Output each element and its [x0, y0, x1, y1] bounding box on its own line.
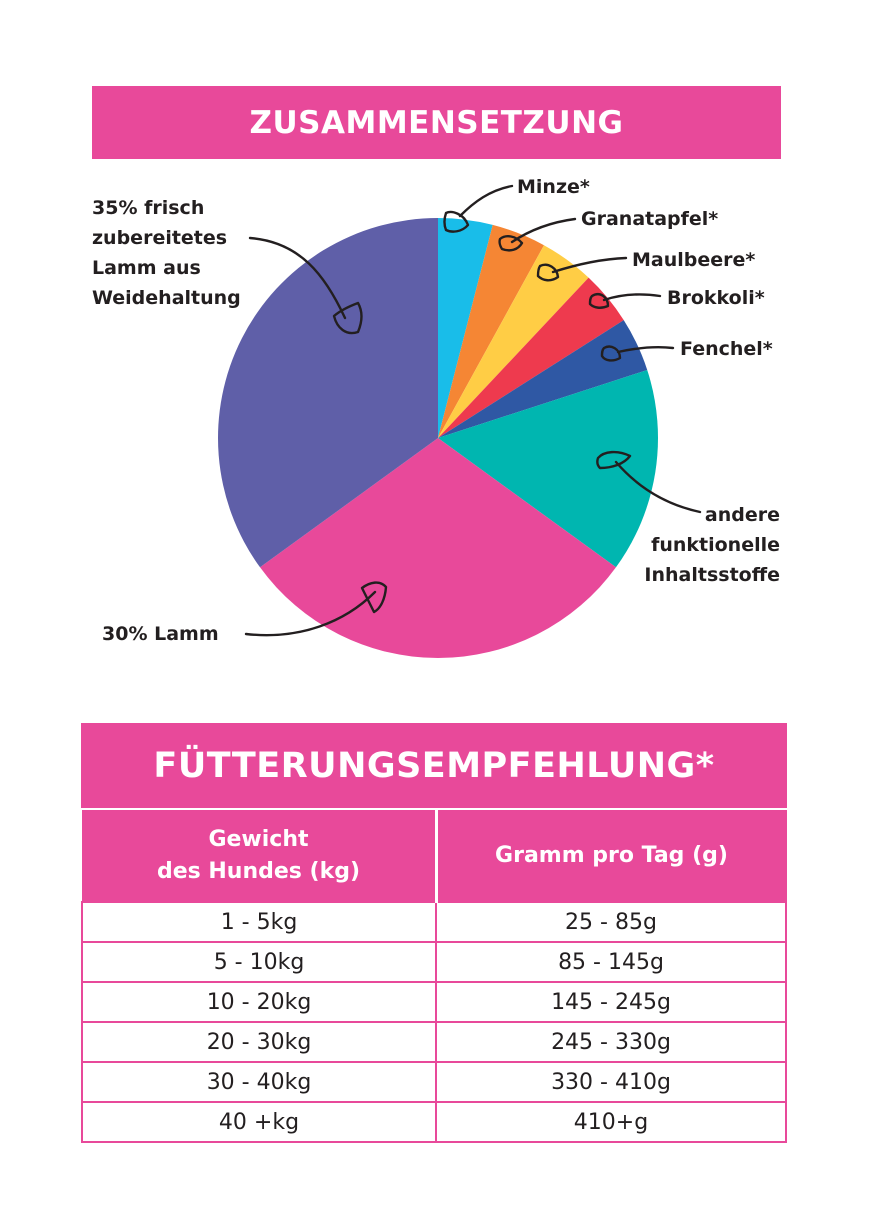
label-line: funktionelle [651, 534, 780, 556]
header-weight-line2: des Hundes (kg) [156, 859, 361, 884]
header-weight-line1: Gewicht [208, 827, 309, 853]
table-row [82, 1062, 786, 1102]
label-brokkoli [667, 287, 765, 309]
composition-pie-chart [0, 160, 874, 700]
label-minze [517, 176, 590, 198]
cell-grams: 85 - 145g [436, 942, 786, 982]
label-line: andere [704, 504, 780, 526]
label-line: Brokkoli* [667, 287, 765, 309]
label-line: zubereitetes [92, 227, 228, 249]
label-line: Fenchel* [680, 338, 773, 360]
cell-weight: 1 - 5kg [82, 902, 436, 942]
feeding-table-body [82, 902, 786, 1142]
label-line: Lamm aus [92, 257, 201, 279]
cell-grams: 145 - 245g [436, 982, 786, 1022]
label-line: Granatapfel* [581, 208, 719, 230]
cell-weight: 20 - 30kg [82, 1022, 436, 1062]
feeding-table-header-row [82, 811, 786, 903]
cell-grams: 245 - 330g [436, 1022, 786, 1062]
label-line: 30% Lamm [102, 623, 219, 645]
label-line: Weidehaltung [92, 287, 241, 309]
cell-weight: 30 - 40kg [82, 1062, 436, 1102]
cell-weight: 40 +kg [82, 1102, 436, 1142]
feeding-title-banner [81, 723, 787, 808]
composition-title: ZUSAMMENSETZUNG [249, 104, 624, 141]
label-line: 35% frisch [92, 197, 205, 219]
label-line: Inhaltsstoffe [644, 564, 780, 586]
label-line: Minze* [517, 176, 590, 198]
label-granatapfel [581, 208, 718, 230]
feeding-table [81, 810, 787, 1143]
label-fenchel [680, 338, 773, 360]
header-weight [82, 811, 436, 903]
label-lamb [102, 623, 219, 645]
table-row [82, 1102, 786, 1142]
label-other [644, 504, 780, 586]
table-row [82, 942, 786, 982]
pie-slices [218, 218, 658, 658]
cell-grams: 410+g [436, 1102, 786, 1142]
label-line: Maulbeere* [632, 249, 756, 271]
label-maulbeere [632, 249, 755, 271]
header-grams: Gramm pro Tag (g) [436, 811, 786, 903]
cell-weight: 10 - 20kg [82, 982, 436, 1022]
composition-title-banner [92, 86, 781, 159]
table-row [82, 982, 786, 1022]
cell-weight: 5 - 10kg [82, 942, 436, 982]
table-row [82, 1022, 786, 1062]
cell-grams: 330 - 410g [436, 1062, 786, 1102]
label-lamb-fresh [92, 197, 241, 309]
table-row [82, 902, 786, 942]
cell-grams: 25 - 85g [436, 902, 786, 942]
feeding-title: FÜTTERUNGSEMPFEHLUNG* [153, 745, 715, 786]
